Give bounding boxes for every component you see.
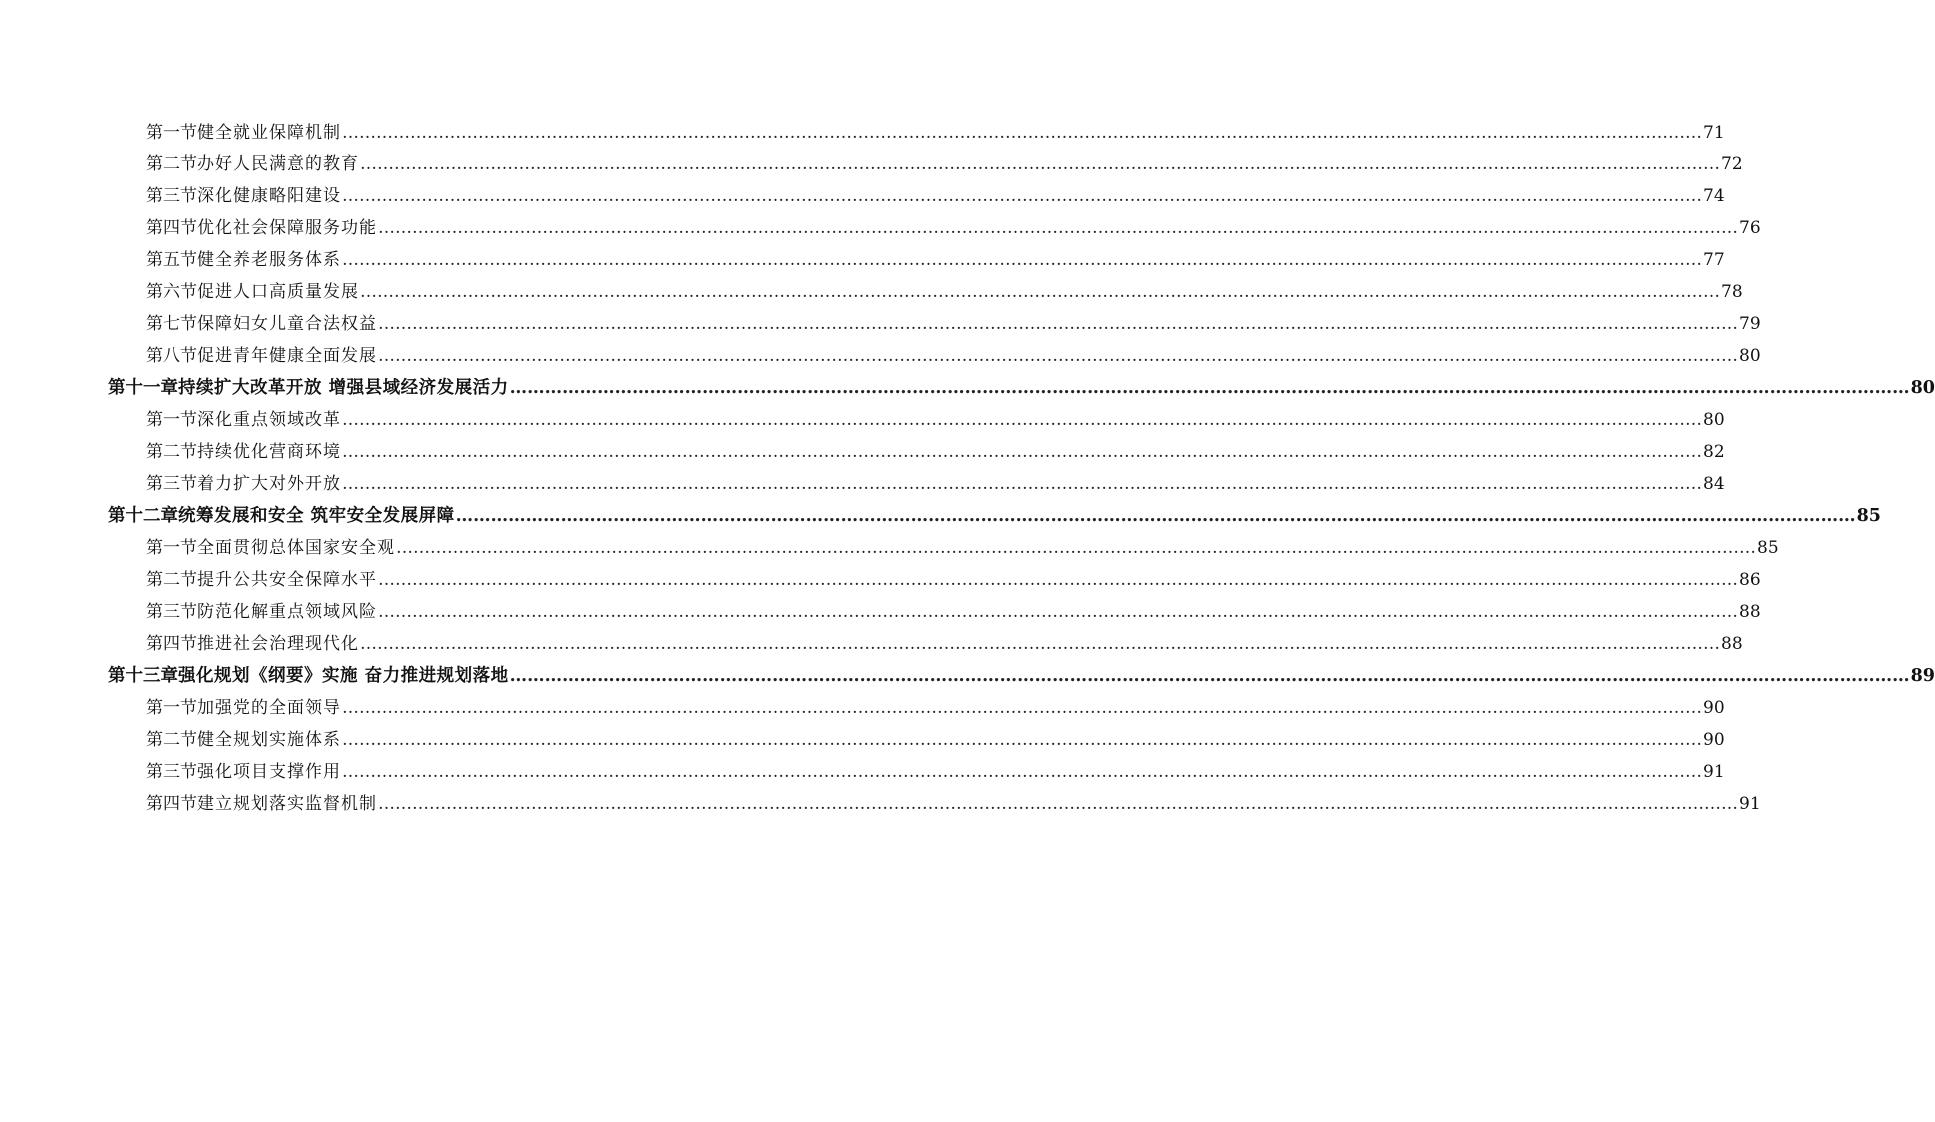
page-number: 86 — [1739, 570, 1761, 590]
chapter-number: 第十三章 — [108, 666, 178, 686]
page-number: 80 — [1910, 378, 1935, 398]
chapter-title: 强化规划《纲要》实施 奋力推进规划落地 — [178, 666, 509, 686]
section-title: 健全就业保障机制 — [197, 123, 341, 143]
dot-leader: …………………………………………………………………………………………………………………………………………………………………………………………………………………… — [378, 570, 1738, 590]
section-number: 第二节 — [146, 570, 197, 590]
section-number: 第二节 — [146, 442, 197, 462]
toc-entry-section[interactable] — [146, 599, 1761, 625]
page-number: 76 — [1739, 218, 1761, 238]
dot-leader: …………………………………………………………………………………………………………………………………………………………………………………………………………………… — [342, 250, 1702, 270]
dot-leader: …………………………………………………………………………………………………………………………………………………………………………………………………………………… — [342, 123, 1702, 143]
dot-leader: …………………………………………………………………………………………………………………………………………………………………………………………………………………… — [360, 154, 1720, 174]
dot-leader: …………………………………………………………………………………………………………………………………………………………………………………………………………………… — [342, 186, 1702, 206]
page-number: 80 — [1739, 346, 1761, 366]
section-title: 深化健康略阳建设 — [197, 186, 341, 206]
page-number: 80 — [1703, 410, 1725, 430]
section-number: 第八节 — [146, 346, 197, 366]
toc-entry-section[interactable] — [146, 151, 1743, 177]
toc-entry-section[interactable] — [146, 439, 1725, 465]
section-number: 第四节 — [146, 218, 197, 238]
section-title: 持续优化营商环境 — [197, 442, 341, 462]
page-number: 79 — [1739, 314, 1761, 334]
section-number: 第四节 — [146, 794, 197, 814]
dot-leader: …………………………………………………………………………………………………………………………………………………………………………………………………………………… — [342, 442, 1702, 462]
page-number: 82 — [1703, 442, 1725, 462]
page-number: 88 — [1721, 634, 1743, 654]
page-number: 91 — [1739, 794, 1761, 814]
section-title: 促进青年健康全面发展 — [197, 346, 377, 366]
chapter-title: 统筹发展和安全 筑牢安全发展屏障 — [178, 506, 455, 526]
section-title: 健全规划实施体系 — [197, 730, 341, 750]
page-number: 90 — [1703, 730, 1725, 750]
dot-leader: …………………………………………………………………………………………………………………………………………………………………………………………………………………… — [342, 698, 1702, 718]
section-title: 深化重点领域改革 — [197, 410, 341, 430]
chapter-number: 第十二章 — [108, 506, 178, 526]
section-number: 第一节 — [146, 538, 197, 558]
section-number: 第一节 — [146, 123, 197, 143]
section-title: 促进人口高质量发展 — [197, 282, 359, 302]
dot-leader: …………………………………………………………………………………………………………………………………………………………………………………………………………………… — [509, 378, 1910, 398]
page-number: 84 — [1703, 474, 1725, 494]
toc-entry-chapter[interactable] — [108, 663, 1935, 689]
section-number: 第一节 — [146, 698, 197, 718]
section-title: 办好人民满意的教育 — [197, 154, 359, 174]
toc-entry-section[interactable] — [146, 631, 1743, 657]
section-number: 第四节 — [146, 634, 197, 654]
toc-entry-section[interactable] — [146, 567, 1761, 593]
section-title: 保障妇女儿童合法权益 — [197, 314, 377, 334]
toc-entry-section[interactable] — [146, 120, 1725, 146]
toc-entry-section[interactable] — [146, 247, 1725, 273]
section-number: 第七节 — [146, 314, 197, 334]
dot-leader: …………………………………………………………………………………………………………………………………………………………………………………………………………………… — [342, 474, 1702, 494]
toc-entry-section[interactable] — [146, 695, 1725, 721]
section-number: 第五节 — [146, 250, 197, 270]
toc-entry-chapter[interactable] — [108, 503, 1881, 529]
section-title: 防范化解重点领域风险 — [197, 602, 377, 622]
section-title: 加强党的全面领导 — [197, 698, 341, 718]
dot-leader: …………………………………………………………………………………………………………………………………………………………………………………………………………………… — [455, 506, 1856, 526]
section-title: 着力扩大对外开放 — [197, 474, 341, 494]
chapter-number: 第十一章 — [108, 378, 178, 398]
page-number: 74 — [1703, 186, 1725, 206]
section-number: 第三节 — [146, 602, 197, 622]
page-number: 72 — [1721, 154, 1743, 174]
toc-entry-section[interactable] — [146, 759, 1725, 785]
section-number: 第六节 — [146, 282, 197, 302]
section-number: 第三节 — [146, 762, 197, 782]
section-title: 全面贯彻总体国家安全观 — [197, 538, 395, 558]
section-title: 健全养老服务体系 — [197, 250, 341, 270]
section-number: 第二节 — [146, 154, 197, 174]
dot-leader: …………………………………………………………………………………………………………………………………………………………………………………………………………………… — [342, 410, 1702, 430]
toc-entry-section[interactable] — [146, 279, 1743, 305]
dot-leader: …………………………………………………………………………………………………………………………………………………………………………………………………………………… — [396, 538, 1756, 558]
dot-leader: …………………………………………………………………………………………………………………………………………………………………………………………………………………… — [342, 730, 1702, 750]
section-number: 第三节 — [146, 186, 197, 206]
dot-leader: …………………………………………………………………………………………………………………………………………………………………………………………………………………… — [360, 634, 1720, 654]
dot-leader: …………………………………………………………………………………………………………………………………………………………………………………………………………………… — [509, 666, 1910, 686]
page-number: 91 — [1703, 762, 1725, 782]
chapter-title: 持续扩大改革开放 增强县域经济发展活力 — [178, 378, 509, 398]
dot-leader: …………………………………………………………………………………………………………………………………………………………………………………………………………………… — [378, 218, 1738, 238]
section-title: 推进社会治理现代化 — [197, 634, 359, 654]
toc-entry-section[interactable] — [146, 215, 1761, 241]
section-number: 第一节 — [146, 410, 197, 430]
section-title: 优化社会保障服务功能 — [197, 218, 377, 238]
toc-entry-section[interactable] — [146, 183, 1725, 209]
page-number: 90 — [1703, 698, 1725, 718]
toc-entry-section[interactable] — [146, 407, 1725, 433]
toc-entry-section[interactable] — [146, 471, 1725, 497]
section-title: 建立规划落实监督机制 — [197, 794, 377, 814]
toc-entry-chapter[interactable] — [108, 375, 1935, 401]
toc-entry-section[interactable] — [146, 791, 1761, 817]
toc-entry-section[interactable] — [146, 311, 1761, 337]
toc-entry-section[interactable] — [146, 343, 1761, 369]
dot-leader: …………………………………………………………………………………………………………………………………………………………………………………………………………………… — [378, 314, 1738, 334]
page-number: 85 — [1856, 506, 1881, 526]
section-title: 提升公共安全保障水平 — [197, 570, 377, 590]
page-number: 77 — [1703, 250, 1725, 270]
dot-leader: …………………………………………………………………………………………………………………………………………………………………………………………………………………… — [378, 602, 1738, 622]
dot-leader: …………………………………………………………………………………………………………………………………………………………………………………………………………………… — [378, 346, 1738, 366]
dot-leader: …………………………………………………………………………………………………………………………………………………………………………………………………………………… — [342, 762, 1702, 782]
page-number: 88 — [1739, 602, 1761, 622]
toc-entry-section[interactable] — [146, 727, 1725, 753]
section-number: 第二节 — [146, 730, 197, 750]
section-title: 强化项目支撑作用 — [197, 762, 341, 782]
page-number: 89 — [1910, 666, 1935, 686]
dot-leader: …………………………………………………………………………………………………………………………………………………………………………………………………………………… — [360, 282, 1720, 302]
section-number: 第三节 — [146, 474, 197, 494]
page-number: 78 — [1721, 282, 1743, 302]
page-number: 85 — [1757, 538, 1779, 558]
dot-leader: …………………………………………………………………………………………………………………………………………………………………………………………………………………… — [378, 794, 1738, 814]
page-number: 71 — [1703, 123, 1725, 143]
toc-entry-section[interactable] — [146, 535, 1779, 561]
